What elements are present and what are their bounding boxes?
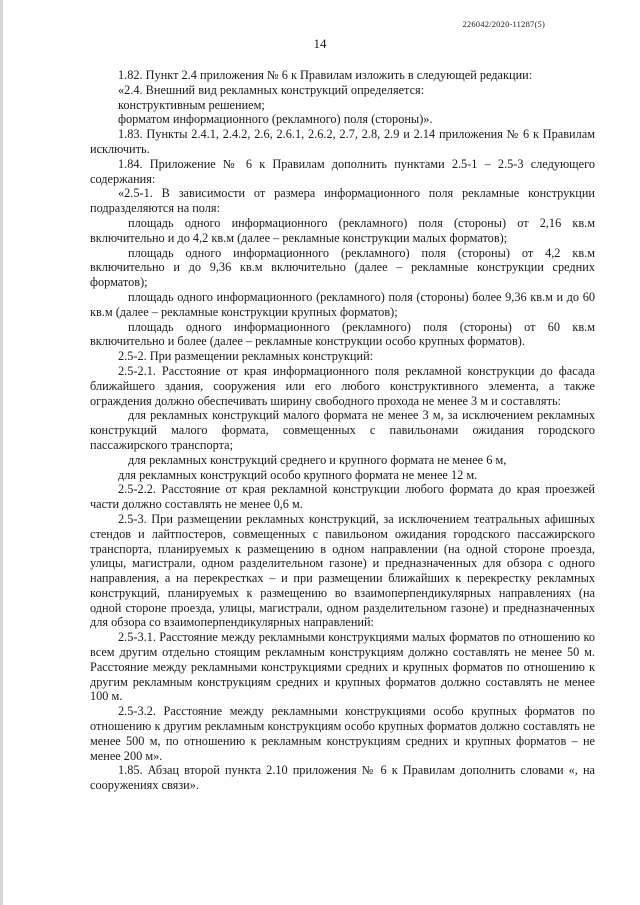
page-number: 14	[313, 36, 327, 51]
paragraph-small-formats: площадь одного информационного (рекламного) поля (стороны) от 2,16 кв.м включительно и до 4,2 кв.м (далее – рекламные конструкции малых форматов);	[90, 215, 595, 245]
paragraph-2-5-1: «2.5-1. В зависимости от размера информационного поля рекламные конструкции подразделяются на поля:	[90, 186, 595, 216]
paragraph-large-formats: площадь одного информационного (рекламного) поля (стороны) более 9,36 кв.м и до 60 кв.м (далее – рекламные конструкции крупных форматов);	[90, 289, 595, 319]
paragraph-2-5-3-1: 2.5-3.1. Расстояние между рекламными конструкциями малых форматов по отношению ко всем другим отдельно стоящим рекламным конструкциям должно составлять не менее 50 м. Расстояние между рекламными конструкциями средних и крупных форматов по отношению к другим рекламным конструкциям средних и крупных форматов должно составлять не менее 100 м.	[90, 630, 595, 704]
paragraph-medium-formats: площадь одного информационного (рекламного) поля (стороны) от 4,2 кв.м включительно и до 9,36 кв.м включительно (далее – рекламные конструкции средних форматов);	[90, 245, 595, 290]
paragraph-medium-large-distance: для рекламных конструкций среднего и крупного формата не менее 6 м,	[128, 452, 507, 467]
paragraph-2-5-2-1: 2.5-2.1. Расстояние от края информационного поля рекламной конструкции до фасада ближайшего здания, сооружения или его любого конструктивного элемента, а также ограждения должно обеспечивать ширину свободного прохода не менее 3 м и составлять:	[90, 363, 595, 408]
paragraph-1-82: 1.82. Пункт 2.4 приложения № 6 к Правилам изложить в следующей редакции:	[118, 68, 533, 82]
document-number: 226042/2020-11287(5)	[462, 19, 545, 29]
paragraph-2-5-3: 2.5-3. При размещении рекламных конструкций, за исключением театральных афишных стендов и лайтпостеров, совмещенных с павильоном ожидания городского пассажирского транспорта, планируемых к размещению в одном направлении (на одной стороне проезда, улицы, магистрали, одном разделительном газоне) и предназначенных для обзора с одного направления, а на перекрестках – и при размещении ближайших к перекрестку рекламных конструкций, планируемых к размещению во взаимоперпендикулярных направлениях (на одной стороне проезда, улицы, магистрали, одном разделительном газоне) и предназначенных для обзора со взаимоперпендикулярных направлений:	[90, 511, 595, 630]
paragraph-1-84: 1.84. Приложение № 6 к Правилам дополнить пунктами 2.5-1 – 2.5-3 следующего содержания:	[90, 156, 595, 186]
document-body	[90, 68, 595, 793]
paragraph-2-4-intro: «2.4. Внешний вид рекламных конструкций определяется:	[118, 82, 425, 97]
paragraph-extra-large-formats: площадь одного информационного (рекламного) поля (стороны) от 60 кв.м включительно и более (далее – рекламные конструкции особо крупных форматов).	[90, 319, 595, 349]
paragraph-1-85: 1.85. Абзац второй пункта 2.10 приложения № 6 к Правилам дополнить словами «, на сооружениях связи».	[90, 763, 595, 793]
paragraph-field-format: форматом информационного (рекламного) поля (стороны)».	[118, 112, 433, 127]
paragraph-1-83: 1.83. Пункты 2.4.1, 2.4.2, 2.6, 2.6.1, 2.6.2, 2.7, 2.8, 2.9 и 2.14 приложения № 6 к Правилам исключить.	[90, 127, 595, 156]
paragraph-constructive-solution: конструктивным решением;	[118, 97, 265, 112]
paragraph-2-5-2: 2.5-2. При размещении рекламных конструкций:	[118, 349, 374, 364]
paragraph-2-5-3-2: 2.5-3.2. Расстояние между рекламными конструкциями особо крупных форматов по отношению к другим рекламным конструкциям особо крупных форматов должно составлять не менее 500 м, по отношению к рекламным конструкциям средних и крупных форматов – не менее 200 м».	[90, 704, 595, 763]
paragraph-small-format-distance: для рекламных конструкций малого формата не менее 3 м, за исключением рекламных конструкций малого формата, совмещенных с павильонами ожидания городского пассажирского транспорта;	[90, 408, 595, 452]
scan-edge	[0, 0, 3, 905]
paragraph-extra-large-distance: для рекламных конструкций особо крупного формата не менее 12 м.	[118, 467, 478, 482]
paragraph-2-5-2-2: 2.5-2.2. Расстояние от края рекламной конструкции любого формата до края проезжей части должно составлять не менее 0,6 м.	[90, 482, 595, 512]
